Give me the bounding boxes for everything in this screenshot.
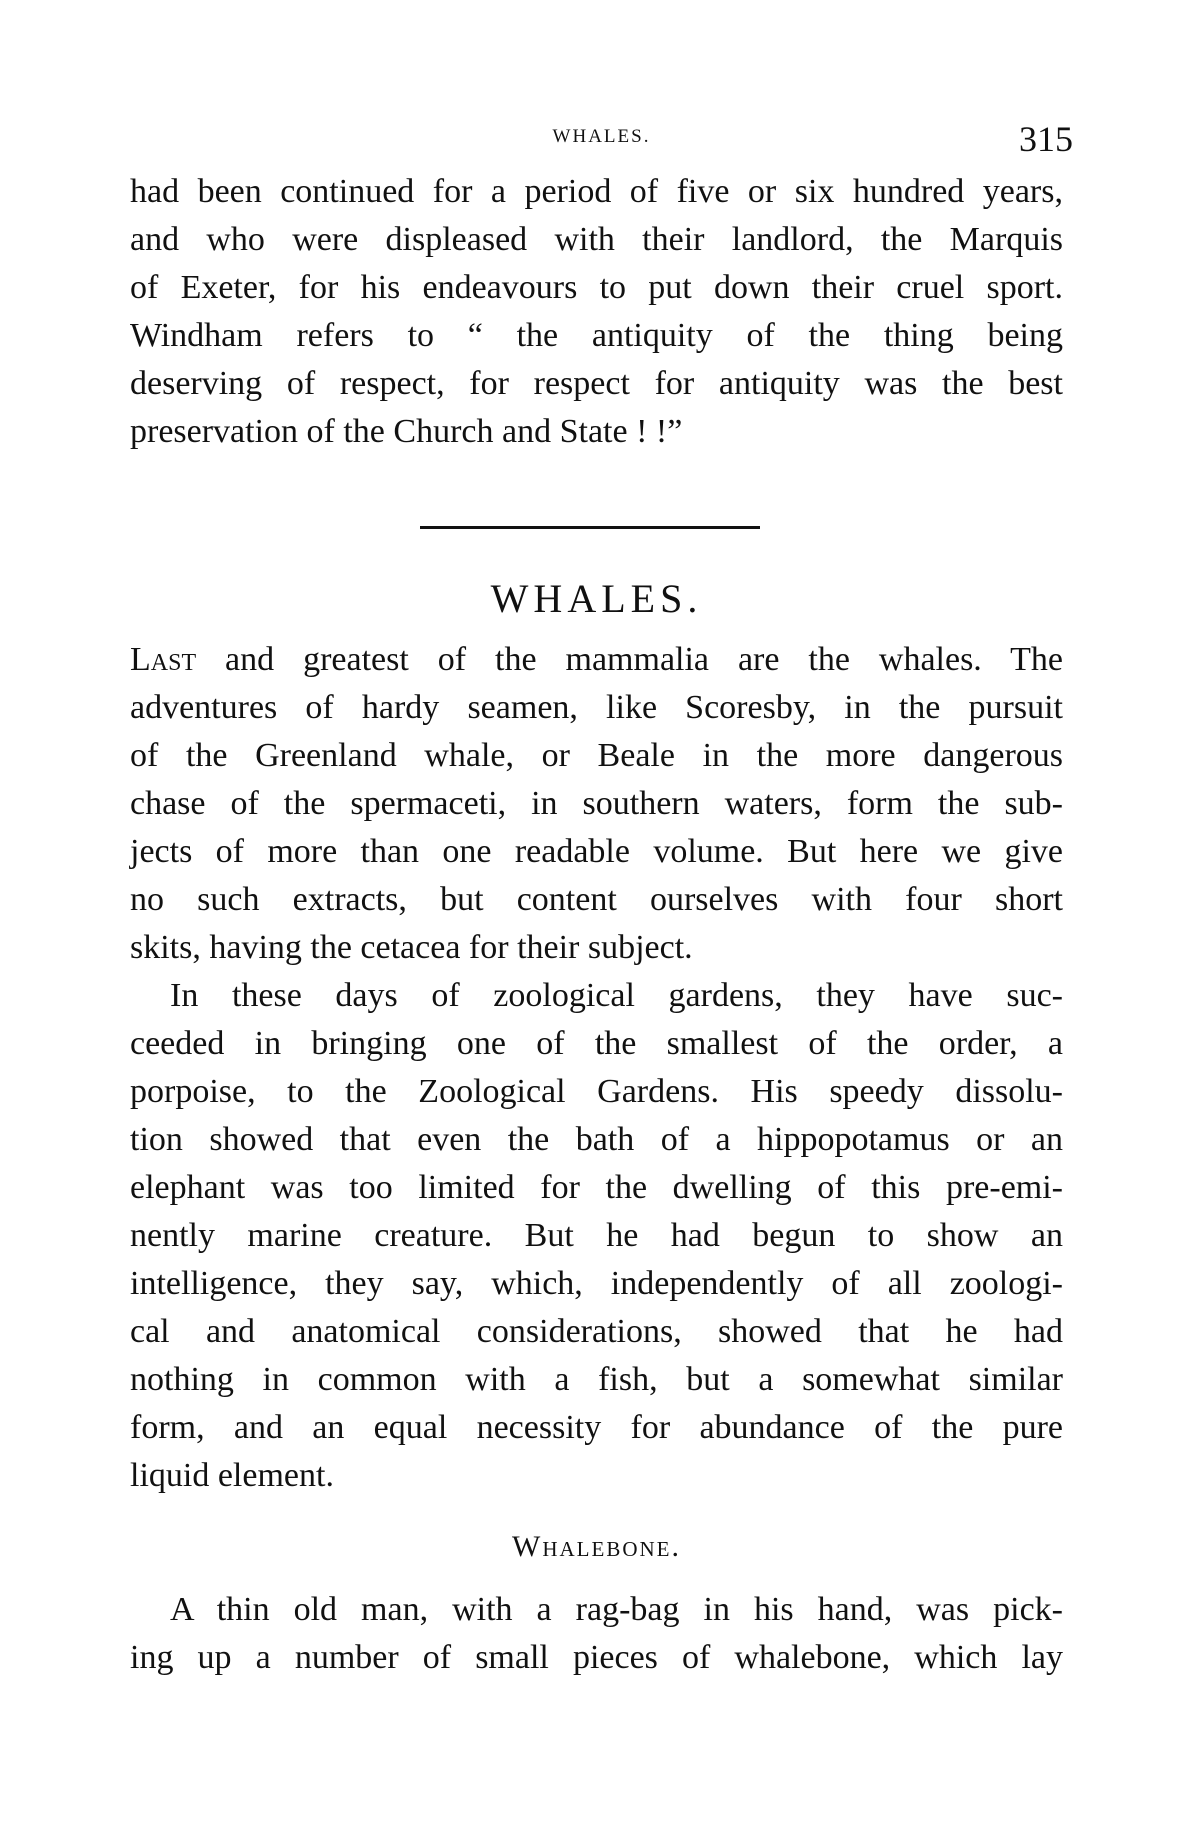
text-line: of the Greenland whale, or Beale in the more dangerous <box>130 737 1063 774</box>
text-line: had been continued for a period of five or six hundred years, <box>130 173 1063 210</box>
subsection-heading: Whalebone. <box>512 1530 681 1563</box>
text-line: jects of more than one readable volume. But here we give <box>130 833 1063 870</box>
text-line: Windham refers to “ the antiquity of the thing being <box>130 317 1063 354</box>
text-line: cal and anatomical considerations, showed that he had <box>130 1313 1063 1350</box>
page-number: 315 <box>1019 119 1073 159</box>
text-line: of Exeter, for his endeavours to put down their cruel sport. <box>130 269 1063 306</box>
section-divider <box>420 526 760 529</box>
text-line-rest: and greatest of the mammalia are the whales. The <box>196 641 1063 678</box>
running-title: WHALES. <box>552 126 651 147</box>
text-line: intelligence, they say, which, independently of all zoologi- <box>130 1265 1063 1302</box>
text-line <box>130 636 1063 684</box>
section-heading: WHALES. <box>490 576 703 621</box>
text-line: ing up a number of small pieces of whalebone, which lay <box>130 1639 1063 1676</box>
lead-word: Last <box>130 641 197 678</box>
text-line: In these days of zoological gardens, they have suc- <box>170 977 1063 1014</box>
text-line: form, and an equal necessity for abundance of the pure <box>130 1409 1063 1446</box>
text-line: skits, having the cetacea for their subject. <box>130 929 693 966</box>
text-line: elephant was too limited for the dwelling of this pre-emi- <box>130 1169 1063 1206</box>
text-line: preservation of the Church and State ! !” <box>130 413 683 450</box>
text-line: nently marine creature. But he had begun to show an <box>130 1217 1063 1254</box>
text-line: porpoise, to the Zoological Gardens. His speedy dissolu- <box>130 1073 1063 1110</box>
text-line: ceeded in bringing one of the smallest of the order, a <box>130 1025 1063 1062</box>
text-line: liquid element. <box>130 1457 334 1494</box>
text-line: and who were displeased with their landlord, the Marquis <box>130 221 1063 258</box>
text-line: deserving of respect, for respect for antiquity was the best <box>130 365 1063 402</box>
text-line: tion showed that even the bath of a hippopotamus or an <box>130 1121 1063 1158</box>
text-line: adventures of hardy seamen, like Scoresby, in the pursuit <box>130 689 1063 726</box>
text-line: no such extracts, but content ourselves with four short <box>130 881 1063 918</box>
text-line: A thin old man, with a rag-bag in his hand, was pick- <box>170 1591 1063 1628</box>
text-line: nothing in common with a fish, but a somewhat similar <box>130 1361 1063 1398</box>
text-line: chase of the spermaceti, in southern waters, form the sub- <box>130 785 1063 822</box>
running-head <box>130 118 1073 158</box>
